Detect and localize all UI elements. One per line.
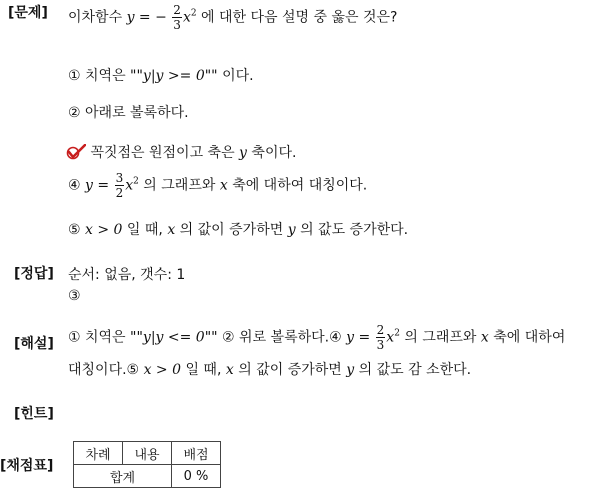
option-4-eq: y = xyxy=(85,177,110,194)
explanation-frac-den: 3 xyxy=(376,338,385,352)
scoring-header-points: 배점 xyxy=(172,442,221,465)
answer-meta: 순서: 없음, 갯수: 1 xyxy=(68,267,186,283)
explanation-math-5: y xyxy=(346,362,355,378)
explanation-fraction xyxy=(376,324,386,351)
option-1-text-a: 치역은 "" xyxy=(85,68,143,84)
option-2-mark: ② xyxy=(68,105,81,121)
question-frac-den: 3 xyxy=(173,18,181,32)
question-text-a: 이차함수 xyxy=(68,9,123,26)
option-5-text-b: 의 값이 증가하면 xyxy=(179,222,284,238)
question-text-b: 에 대한 다음 설명 중 옳은 것은? xyxy=(201,9,398,26)
explanation-math-x: x xyxy=(480,329,489,346)
explanation-part-3: 의 그래프와 xyxy=(404,329,477,346)
question-frac-num: 2 xyxy=(173,3,181,17)
explanation-math-3: x > 0 xyxy=(143,362,181,378)
option-2 xyxy=(68,102,189,122)
scoring-header-order: 차례 xyxy=(74,442,123,465)
option-1-text-b: "" 이다. xyxy=(204,68,254,84)
question-fraction xyxy=(172,4,182,31)
explanation-line-2-d: 의 값도 감 소한다. xyxy=(358,362,472,378)
explanation-label: [해설] xyxy=(14,336,54,352)
option-3 xyxy=(66,142,296,162)
explanation-var: x xyxy=(386,329,395,346)
option-4-math-x: x xyxy=(219,177,228,194)
option-5-text-c: 의 값도 증가한다. xyxy=(300,222,409,238)
option-4-text-a: 의 그래프와 xyxy=(143,177,216,194)
explanation-exp: 2 xyxy=(394,328,400,339)
explanation-part-1: ① 치역은 "" xyxy=(68,329,143,346)
option-5 xyxy=(68,219,408,239)
explanation-math-2: y = xyxy=(346,329,371,346)
option-4-fraction xyxy=(115,172,125,199)
option-1 xyxy=(68,65,254,85)
scoring-label: [채점표] xyxy=(0,458,54,474)
explanation-frac-num: 2 xyxy=(376,323,385,337)
option-4-exp: 2 xyxy=(133,176,139,187)
option-4-frac-den: 2 xyxy=(115,186,124,200)
option-1-mark: ① xyxy=(68,68,81,84)
option-4-frac-num: 3 xyxy=(115,171,124,185)
answer-value: ③ xyxy=(68,288,81,304)
scoring-header-row xyxy=(74,442,221,465)
explanation-line-2-b: 일 때, xyxy=(185,362,222,378)
hint-label: [힌트] xyxy=(14,406,54,422)
option-5-y: y xyxy=(287,222,296,238)
question-eq-exp: 2 xyxy=(190,8,197,19)
explanation-line-1 xyxy=(68,324,565,351)
option-4-var: x xyxy=(125,177,134,194)
option-5-math: x > 0 xyxy=(85,222,123,238)
option-5-mark: ⑤ xyxy=(68,222,81,238)
scoring-table xyxy=(73,441,221,488)
option-3-math: y xyxy=(239,145,247,161)
option-3-text-a: 꼭짓점은 원점이고 축은 xyxy=(90,145,235,161)
option-2-text: 아래로 볼록하다. xyxy=(85,105,189,121)
question-eq-lhs: y = − xyxy=(126,9,167,26)
check-mark-icon xyxy=(66,144,86,160)
option-4 xyxy=(68,172,367,199)
explanation-math-4: x xyxy=(225,362,234,378)
scoring-total-label: 합계 xyxy=(74,465,172,488)
answer-label: [정답] xyxy=(14,266,54,282)
scoring-total-value: 0 % xyxy=(172,465,221,488)
explanation-math-1: y|y <= 0 xyxy=(142,329,205,346)
explanation-line-2-c: 의 값이 증가하면 xyxy=(238,362,342,378)
scoring-total-row xyxy=(74,465,221,488)
option-4-text-b: 축에 대하여 대칭이다. xyxy=(232,177,368,194)
question-stem xyxy=(68,4,397,31)
question-label: [문제] xyxy=(8,5,48,21)
scoring-header-content: 내용 xyxy=(123,442,172,465)
option-5-x: x xyxy=(167,222,176,238)
option-5-text-a: 일 때, xyxy=(126,222,163,238)
explanation-line-2 xyxy=(68,359,471,379)
explanation-part-2: "" ② 위로 볼록하다.④ xyxy=(204,329,342,346)
explanation-line-2-a: 대칭이다.⑤ xyxy=(68,362,140,378)
option-1-math: y|y >= 0 xyxy=(142,68,205,84)
question-eq-var: x xyxy=(182,9,191,26)
option-3-text-b: 축이다. xyxy=(251,145,297,161)
option-4-mark: ④ xyxy=(68,177,81,194)
explanation-part-4: 축에 대하여 xyxy=(493,329,566,346)
